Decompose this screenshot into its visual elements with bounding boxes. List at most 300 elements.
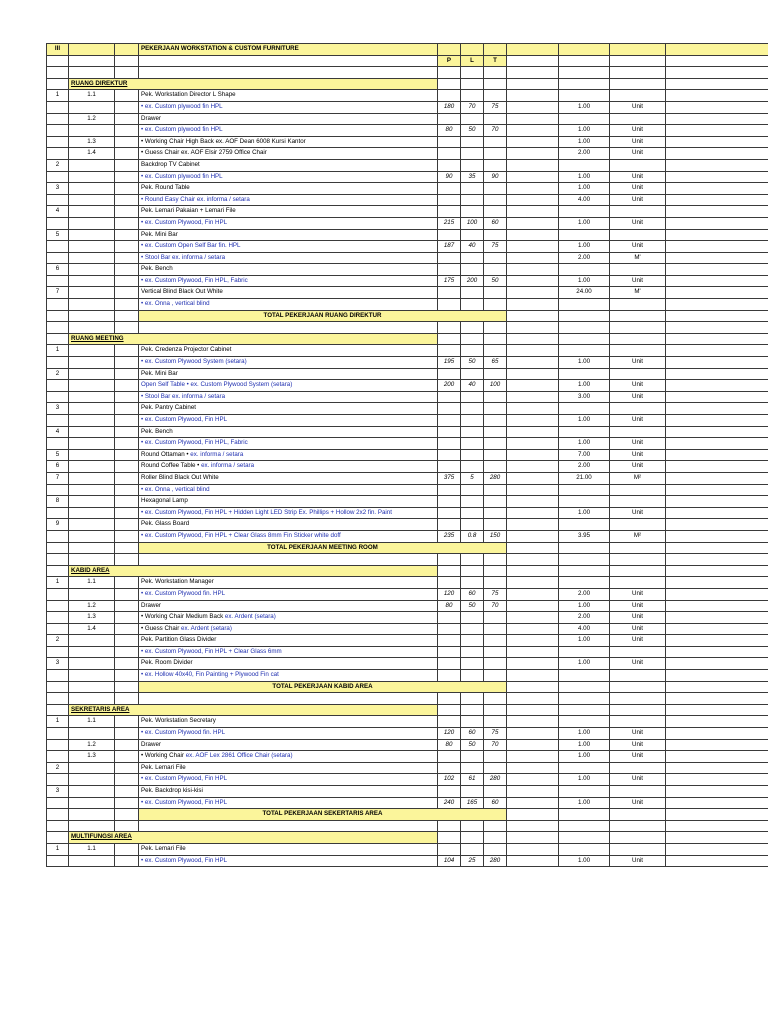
dim-t [484,264,507,276]
dim-p [438,113,461,125]
dim-t: 90 [484,171,507,183]
blank-row [47,693,768,705]
sub-number [69,554,115,566]
dim-p [438,426,461,438]
dim-l [461,658,484,670]
unit: Unit [610,507,666,519]
dim-l [461,136,484,148]
dim-l: 40 [461,241,484,253]
quantity [559,426,610,438]
item-description: Pek. Mini Bar [139,229,438,241]
table-row [47,646,768,658]
item-description: Round Coffee Table • ex. informa / setara [139,461,438,473]
section-row [47,333,768,345]
table-row [47,357,768,369]
section-label: RUANG DIREKTUR [69,78,438,90]
sub-number [69,299,115,311]
table-row [47,855,768,867]
table-row [47,728,768,740]
item-number: 2 [47,762,69,774]
item-description [139,820,438,832]
unit: Unit [610,357,666,369]
item-description: Pek. Partition Glass Divider [139,635,438,647]
quantity [559,484,610,496]
item-number [47,101,69,113]
dim-l: 50 [461,739,484,751]
col-l-header: L [461,55,484,67]
dim-l [461,148,484,160]
sub-number [69,426,115,438]
item-description: Pek. Workstation Secretary [139,716,438,728]
item-number: 1 [47,345,69,357]
spec-reference: ex. AOF Lex 2861 Office Chair (setara) [185,752,293,760]
item-description: • ex. Custom Plywood, Fin HPL + Hidden Light LED Strip Ex. Phillips + Hollow 2x2 fin. Paint [139,507,438,519]
dim-p [438,658,461,670]
item-description: Pek. Round Table [139,183,438,195]
item-description: Pek. Mini Bar [139,368,438,380]
blank-row [47,322,768,334]
dim-p: 195 [438,357,461,369]
dim-l [461,183,484,195]
unit: Unit [610,751,666,763]
item-description: • ex. Custom Plywood, Fin HPL [139,415,438,427]
dim-p [438,751,461,763]
quantity [559,577,610,589]
quantity: 2.00 [559,612,610,624]
unit [610,484,666,496]
unit [610,426,666,438]
dim-l: 100 [461,217,484,229]
item-number: 1 [47,716,69,728]
item-description: Vertical Blind Black Out White [139,287,438,299]
boq-sheet [46,43,723,867]
quantity: 1.00 [559,507,610,519]
sub-number: 1.3 [69,136,115,148]
total-label: TOTAL PEKERJAAN RUANG DIREKTUR [139,310,507,322]
item-description [139,554,438,566]
dim-p [438,229,461,241]
unit: Unit [610,415,666,427]
dim-l [461,345,484,357]
item-number: 4 [47,426,69,438]
dim-l [461,264,484,276]
unit: Unit [610,623,666,635]
dim-p [438,183,461,195]
dim-t: 70 [484,125,507,137]
table-row [47,345,768,357]
table-row [47,159,768,171]
sub-number [69,496,115,508]
sub-number [69,797,115,809]
dim-l [461,322,484,334]
table-row [47,774,768,786]
dim-p [438,843,461,855]
quantity [559,693,610,705]
dim-l [461,229,484,241]
item-description: Hexagonal Lamp [139,496,438,508]
dim-p: 240 [438,797,461,809]
table-row [47,380,768,392]
sub-number [69,438,115,450]
table-row [47,217,768,229]
dim-t [484,438,507,450]
table-row [47,241,768,253]
sub-number [69,287,115,299]
table-row [47,588,768,600]
dim-p [438,194,461,206]
dim-l: 61 [461,774,484,786]
dim-t [484,843,507,855]
total-row [47,681,768,693]
unit: Unit [610,241,666,253]
quantity [559,299,610,311]
dim-t [484,415,507,427]
unit: Unit [610,125,666,137]
table-row [47,90,768,102]
sub-number [69,855,115,867]
table-row [47,449,768,461]
item-number: 3 [47,658,69,670]
item-number [47,67,69,79]
unit: Unit [610,588,666,600]
dim-t [484,206,507,218]
dim-t [484,449,507,461]
item-number [47,554,69,566]
sub-number [69,206,115,218]
item-number: 7 [47,287,69,299]
sub-number [69,194,115,206]
item-number: 7 [47,472,69,484]
table-row [47,183,768,195]
sub-number [69,472,115,484]
spec-reference: ex. Ardent (setara) [224,613,276,621]
table-row [47,426,768,438]
dim-l [461,252,484,264]
quantity: 1.00 [559,728,610,740]
sub-number [69,728,115,740]
blank-row [47,67,768,79]
dim-l: 200 [461,275,484,287]
dim-p [438,716,461,728]
table-row [47,762,768,774]
sub-number [69,380,115,392]
dim-t: 65 [484,357,507,369]
quantity: 2.00 [559,461,610,473]
dim-l: 50 [461,600,484,612]
sub-number [69,357,115,369]
dim-l [461,194,484,206]
section-label: KABID AREA [69,565,438,577]
dim-t [484,484,507,496]
dim-t [484,554,507,566]
dim-p [438,623,461,635]
dim-p [438,391,461,403]
dim-l [461,786,484,798]
sub-number [69,635,115,647]
quantity: 1.00 [559,275,610,287]
dim-l [461,426,484,438]
unit [610,762,666,774]
quantity: 1.00 [559,171,610,183]
dim-t [484,623,507,635]
quantity: 1.00 [559,600,610,612]
sub-number: 1.4 [69,148,115,160]
dim-t [484,519,507,531]
unit: Unit [610,855,666,867]
item-number [47,646,69,658]
unit [610,716,666,728]
dim-t [484,194,507,206]
table-row [47,716,768,728]
item-description: • Guess Chair ex. Ardent (setara) [139,623,438,635]
dim-t: 75 [484,588,507,600]
sub-number: 1.2 [69,739,115,751]
dim-p: 375 [438,472,461,484]
dim-l [461,612,484,624]
dim-p [438,287,461,299]
dim-t: 100 [484,380,507,392]
quantity [559,554,610,566]
dim-p: 102 [438,774,461,786]
table-row [47,670,768,682]
dim-t [484,716,507,728]
sub-number [69,345,115,357]
dim-t [484,322,507,334]
unit [610,786,666,798]
item-number: 6 [47,461,69,473]
dim-l [461,843,484,855]
unit [610,264,666,276]
dim-l [461,670,484,682]
item-description: Open Self Table • ex. Custom Plywood System (setara) [139,380,438,392]
dim-l [461,820,484,832]
dim-t [484,693,507,705]
table-row [47,577,768,589]
dim-p [438,786,461,798]
quantity [559,820,610,832]
item-number [47,507,69,519]
dim-p: 80 [438,125,461,137]
dim-l [461,368,484,380]
dim-l: 50 [461,125,484,137]
dim-p: 120 [438,588,461,600]
table-row [47,797,768,809]
dim-l [461,113,484,125]
item-description: Pek. Glass Board [139,519,438,531]
unit: Unit [610,461,666,473]
total-row [47,809,768,821]
item-number [47,148,69,160]
dim-p [438,206,461,218]
item-number [47,380,69,392]
item-number [47,438,69,450]
item-description: • ex. Hollow 40x40, Fin Painting + Plywood Fin cat [139,670,438,682]
spec-reference: ex. informa / setara [201,462,255,470]
item-number [47,252,69,264]
dim-t [484,299,507,311]
unit [610,67,666,79]
unit: Unit [610,739,666,751]
quantity [559,90,610,102]
item-number [47,751,69,763]
sub-number [69,646,115,658]
table-row [47,484,768,496]
section-label: MULTIFUNGSI AREA [69,832,438,844]
unit [610,113,666,125]
item-description: • ex. Custom plywood fin HPL [139,101,438,113]
item-description: Pek. Workstation Director L Shape [139,90,438,102]
sub-number [69,762,115,774]
item-number [47,322,69,334]
quantity: 1.00 [559,415,610,427]
dim-p: 215 [438,217,461,229]
dim-t [484,635,507,647]
unit: Unit [610,774,666,786]
unit: Unit [610,183,666,195]
dim-t: 75 [484,728,507,740]
dim-p: 235 [438,530,461,542]
dim-p [438,693,461,705]
item-number [47,113,69,125]
sub-number [69,507,115,519]
table-row [47,461,768,473]
total-row [47,542,768,554]
dim-t [484,90,507,102]
sub-number [69,171,115,183]
quantity: 1.00 [559,635,610,647]
table-row [47,612,768,624]
header-row [47,44,768,56]
dim-l [461,159,484,171]
quantity [559,670,610,682]
dim-p [438,345,461,357]
unit: M' [610,252,666,264]
dim-t: 60 [484,797,507,809]
unit: Unit [610,380,666,392]
dim-l [461,415,484,427]
item-description: • Stool Bar ex. informa / setara [139,391,438,403]
dim-t: 70 [484,739,507,751]
total-label: TOTAL PEKERJAAN SEKERTARIS AREA [139,809,507,821]
quantity: 1.00 [559,438,610,450]
dim-t [484,113,507,125]
item-description: • Stool Bar ex. informa / setara [139,252,438,264]
quantity [559,368,610,380]
item-number [47,855,69,867]
sub-number [69,241,115,253]
dim-t: 75 [484,241,507,253]
dim-p: 80 [438,600,461,612]
item-description: • ex. Custom Plywood, Fin HPL + Clear Glass 6mm [139,646,438,658]
item-description: Drawer [139,600,438,612]
unit [610,159,666,171]
dim-t [484,368,507,380]
quantity [559,843,610,855]
quantity: 1.00 [559,658,610,670]
section-label: SEKRETARIS AREA [69,704,438,716]
table-row [47,113,768,125]
quantity: 24.00 [559,287,610,299]
item-number: 3 [47,183,69,195]
dim-l: 25 [461,855,484,867]
dim-l [461,635,484,647]
table-row [47,530,768,542]
total-row [47,310,768,322]
table-row [47,415,768,427]
total-label: TOTAL PEKERJAAN MEETING ROOM [139,542,507,554]
item-number [47,171,69,183]
item-description: • ex. Custom plywood fin HPL [139,125,438,137]
unit: Unit [610,275,666,287]
unit: Unit [610,148,666,160]
dim-t: 60 [484,217,507,229]
unit: Unit [610,391,666,403]
table-row [47,229,768,241]
dim-l [461,403,484,415]
sub-number: 1.3 [69,612,115,624]
sub-number: 1.2 [69,113,115,125]
sub-number: 1.4 [69,623,115,635]
quantity [559,159,610,171]
item-description: • ex. Custom Plywood fin. HPL [139,728,438,740]
item-number [47,125,69,137]
table-row [47,496,768,508]
item-number [47,693,69,705]
item-description: • ex. Custom Plywood, Fin HPL [139,855,438,867]
item-number: 3 [47,786,69,798]
table-row [47,275,768,287]
sub-number [69,658,115,670]
dim-p [438,670,461,682]
item-number: 2 [47,635,69,647]
dim-l: 0.8 [461,530,484,542]
item-description: Pek. Credenza Projector Cabinet [139,345,438,357]
item-number: 4 [47,206,69,218]
table-row [47,843,768,855]
quantity: 3.00 [559,391,610,403]
sub-number [69,415,115,427]
item-number: 5 [47,449,69,461]
quantity: 1.00 [559,101,610,113]
unit: M² [610,530,666,542]
dim-l [461,762,484,774]
dim-p: 80 [438,739,461,751]
dim-p: 104 [438,855,461,867]
section-row [47,565,768,577]
unit: Unit [610,217,666,229]
unit: Unit [610,136,666,148]
item-description: • ex. Custom Plywood, Fin HPL + Clear Glass 8mm Fin Sticker white doff [139,530,438,542]
item-number: 6 [47,264,69,276]
quantity [559,786,610,798]
quantity: 1.00 [559,774,610,786]
unit: Unit [610,658,666,670]
unit: Unit [610,728,666,740]
dim-t: 280 [484,472,507,484]
unit: Unit [610,635,666,647]
table-row [47,368,768,380]
item-number [47,275,69,287]
dim-p [438,368,461,380]
dim-l: 40 [461,380,484,392]
section-title: PEKERJAAN WORKSTATION & CUSTOM FURNITURE [139,44,438,56]
table-row [47,194,768,206]
dim-l [461,751,484,763]
dim-p [438,67,461,79]
quantity: 1.00 [559,357,610,369]
item-description: • Guess Chair ex. AOF Elsir 2759 Office Chair [139,148,438,160]
quantity: 2.00 [559,588,610,600]
